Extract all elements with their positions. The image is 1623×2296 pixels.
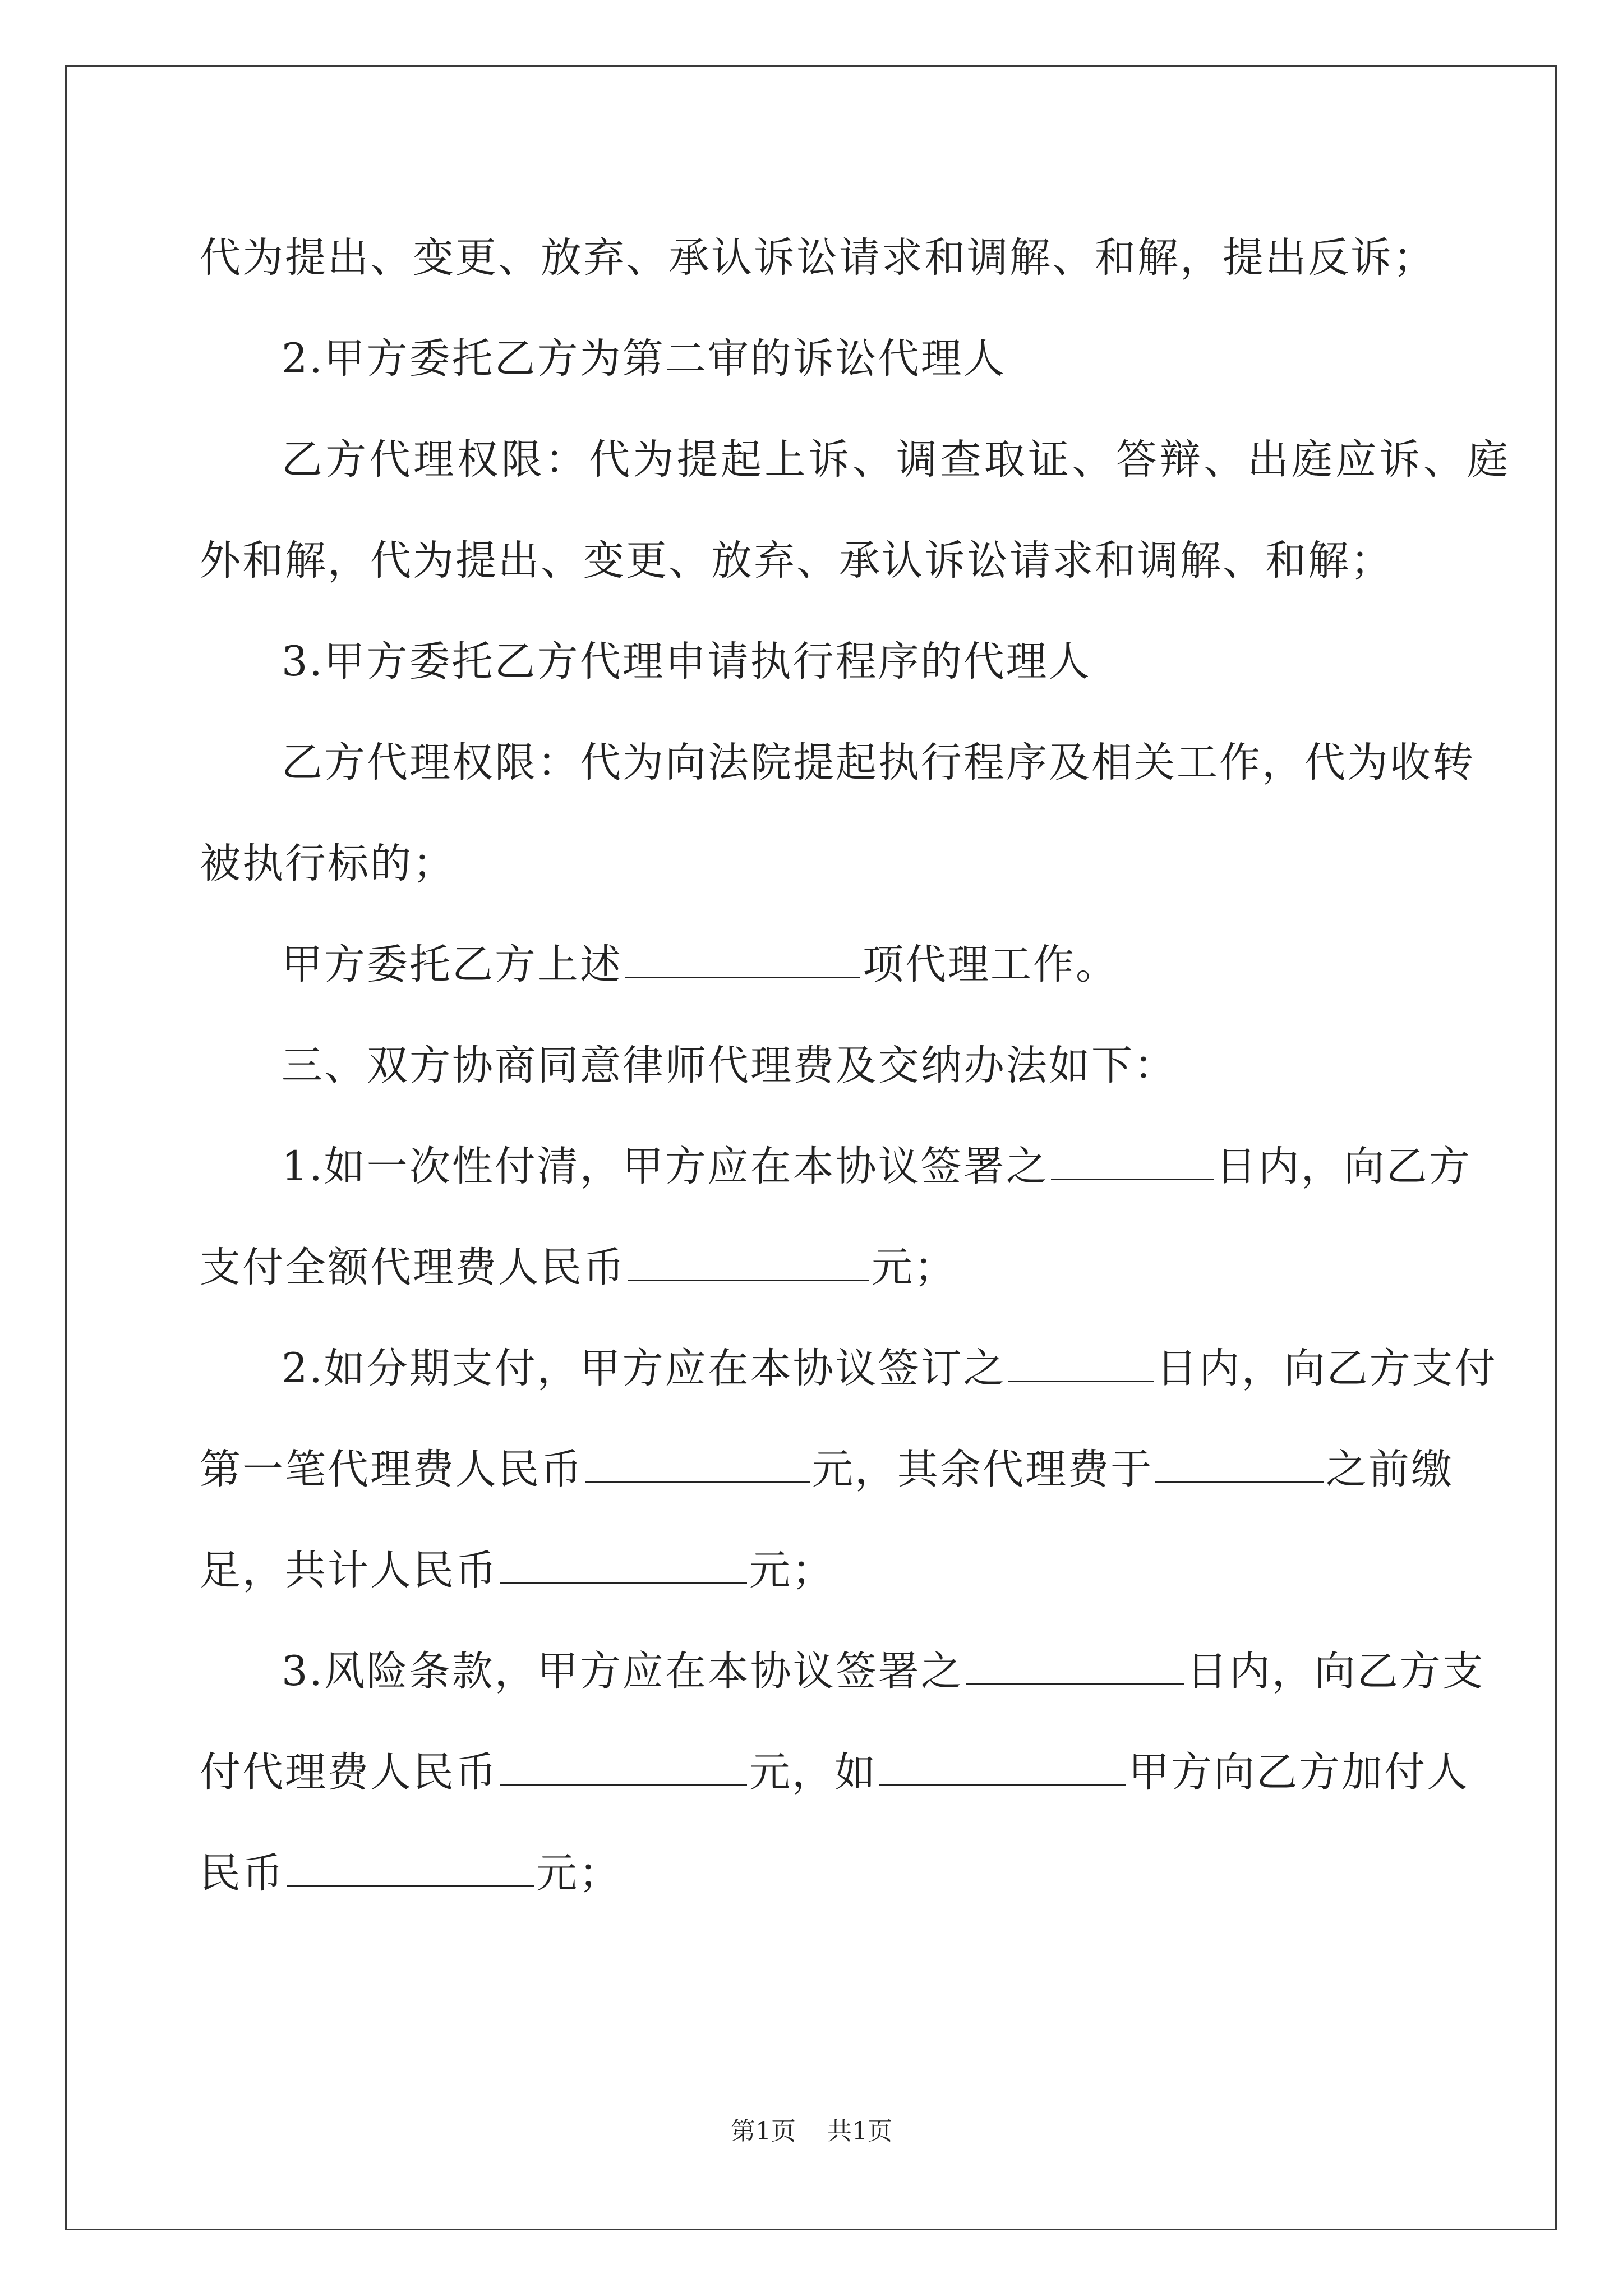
fill-in-blank[interactable] (500, 1751, 747, 1786)
paragraph-line: 被执行标的； (200, 840, 455, 887)
paragraph-line: 支付全额代理费人民币 元； (200, 1244, 957, 1291)
paragraph-line: 1.如一次性付清，甲方应在本协议签署之 日内，向乙方 (282, 1143, 1472, 1190)
fill-in-blank[interactable] (1155, 1448, 1324, 1483)
paragraph-line: 足，共计人民币 元； (200, 1547, 834, 1594)
fill-in-blank[interactable] (625, 943, 860, 978)
paragraph-line: 甲方委托乙方上述 项代理工作。 (282, 941, 1118, 988)
page-total: 共1页 (827, 2117, 892, 2146)
fill-in-blank[interactable] (500, 1549, 747, 1584)
paragraph-line: 第一笔代理费人民币 元，其余代理费于 之前缴 (200, 1446, 1454, 1493)
section-heading: 三、双方协商同意律师代理费及交纳办法如下： (282, 1042, 1177, 1089)
paragraph-line: 代为提出、变更、放弃、承认诉讼请求和调解、和解，提出反诉； (200, 234, 1436, 282)
paragraph-line: 外和解，代为提出、变更、放弃、承认诉讼请求和调解、和解； (200, 537, 1393, 585)
fill-in-blank[interactable] (287, 1852, 534, 1887)
page-footer (0, 2115, 1623, 2148)
fill-in-blank[interactable] (1008, 1347, 1154, 1382)
paragraph-line: 3.风险条款，甲方应在本协议签署之 日内，向乙方支 (282, 1648, 1485, 1695)
paragraph-line: 乙方代理权限：代为提起上诉、调查取证、答辩、出庭应诉、庭 (282, 436, 1510, 484)
fill-in-blank[interactable] (628, 1246, 869, 1281)
fill-in-blank[interactable] (879, 1751, 1126, 1786)
paragraph-line: 3.甲方委托乙方代理申请执行程序的代理人 (282, 638, 1091, 685)
paragraph-line: 2.如分期支付，甲方应在本协议签订之 日内，向乙方支付 (282, 1345, 1497, 1392)
paragraph-line: 乙方代理权限：代为向法院提起执行程序及相关工作，代为收转 (282, 739, 1475, 786)
fill-in-blank[interactable] (966, 1650, 1184, 1685)
fill-in-blank[interactable] (1051, 1145, 1214, 1180)
fill-in-blank[interactable] (585, 1448, 810, 1483)
paragraph-line: 2.甲方委托乙方为第二审的诉讼代理人 (282, 335, 1006, 383)
paragraph-line: 付代理费人民币 元，如 甲方向乙方加付人 (200, 1749, 1469, 1796)
paragraph-line: 民币 元； (200, 1849, 621, 1897)
page-number: 第1页 (731, 2117, 796, 2146)
